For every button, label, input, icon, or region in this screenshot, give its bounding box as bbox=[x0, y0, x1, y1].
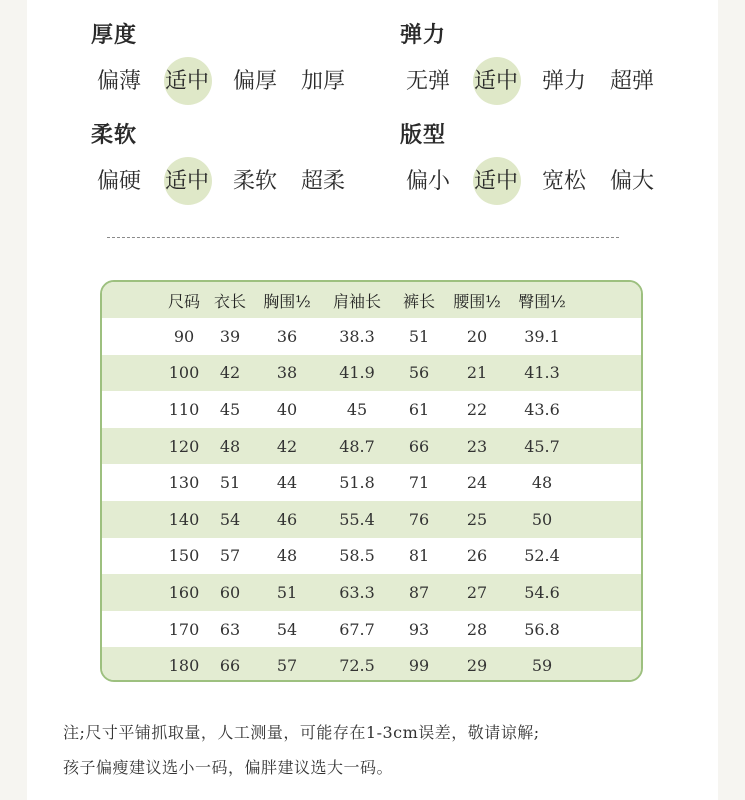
attribute-option bbox=[604, 62, 660, 102]
table-cell: 43.6 bbox=[524, 399, 560, 419]
table-cell: 100 bbox=[168, 363, 200, 383]
attribute-group bbox=[91, 20, 391, 102]
table-cell: 81 bbox=[408, 546, 430, 566]
attribute-option bbox=[295, 162, 351, 202]
column-header: 臀围½ bbox=[518, 291, 566, 311]
table-cell: 71 bbox=[408, 473, 430, 493]
option-label: 适中 bbox=[473, 69, 518, 94]
attribute-option-selected bbox=[159, 162, 215, 202]
option-label: 偏大 bbox=[609, 169, 654, 194]
table-cell: 58.5 bbox=[339, 546, 375, 566]
table-cell: 93 bbox=[408, 619, 430, 639]
table-cell: 48.7 bbox=[339, 436, 375, 456]
table-cell: 22 bbox=[466, 399, 488, 419]
table-cell: 41.9 bbox=[339, 363, 375, 383]
table-cell: 45 bbox=[219, 399, 241, 419]
table-cell: 76 bbox=[408, 509, 430, 529]
table-cell: 140 bbox=[168, 509, 200, 529]
attribute-option bbox=[536, 162, 592, 202]
column-header: 胸围½ bbox=[263, 291, 311, 311]
option-label: 超柔 bbox=[300, 169, 345, 194]
table-header bbox=[102, 282, 641, 318]
table-cell: 44 bbox=[276, 473, 298, 493]
table-cell: 170 bbox=[168, 619, 200, 639]
fabric-attributes bbox=[27, 0, 718, 230]
attribute-option bbox=[91, 162, 147, 202]
attribute-option bbox=[604, 162, 660, 202]
attribute-title: 弹力 bbox=[400, 22, 447, 48]
option-label: 偏硬 bbox=[96, 169, 141, 194]
table-row bbox=[102, 355, 641, 392]
table-cell: 67.7 bbox=[339, 619, 375, 639]
table-row bbox=[102, 574, 641, 611]
table-cell: 39.1 bbox=[524, 326, 560, 346]
table-cell: 120 bbox=[168, 436, 200, 456]
table-cell: 41.3 bbox=[524, 363, 560, 383]
table-cell: 51.8 bbox=[339, 473, 375, 493]
table-cell: 90 bbox=[173, 326, 195, 346]
attribute-option bbox=[400, 62, 456, 102]
table-cell: 48 bbox=[276, 546, 298, 566]
table-cell: 25 bbox=[466, 509, 488, 529]
column-header: 衣长 bbox=[213, 291, 246, 311]
attribute-group bbox=[400, 20, 700, 102]
attribute-option-selected bbox=[468, 162, 524, 202]
table-cell: 160 bbox=[168, 582, 200, 602]
table-cell: 50 bbox=[531, 509, 553, 529]
option-label: 弹力 bbox=[541, 69, 586, 94]
size-guide-page bbox=[27, 0, 718, 800]
option-label: 加厚 bbox=[300, 69, 345, 94]
table-cell: 45.7 bbox=[524, 436, 560, 456]
table-cell: 66 bbox=[219, 656, 241, 676]
size-table bbox=[100, 280, 643, 682]
table-cell: 27 bbox=[466, 582, 488, 602]
table-cell: 21 bbox=[466, 363, 488, 383]
table-cell: 38 bbox=[276, 363, 298, 383]
attribute-options bbox=[400, 62, 700, 102]
attribute-option bbox=[400, 162, 456, 202]
option-label: 适中 bbox=[473, 169, 518, 194]
attribute-options bbox=[91, 62, 391, 102]
table-cell: 45 bbox=[346, 399, 368, 419]
attribute-option bbox=[227, 162, 283, 202]
table-cell: 24 bbox=[466, 473, 488, 493]
table-cell: 63 bbox=[219, 619, 241, 639]
attribute-title: 版型 bbox=[400, 122, 447, 148]
table-cell: 51 bbox=[276, 582, 298, 602]
table-cell: 110 bbox=[168, 399, 200, 419]
table-row bbox=[102, 501, 641, 538]
table-cell: 29 bbox=[466, 656, 488, 676]
table-cell: 66 bbox=[408, 436, 430, 456]
option-label: 偏厚 bbox=[232, 69, 277, 94]
option-label: 无弹 bbox=[405, 69, 450, 94]
option-label: 适中 bbox=[164, 169, 209, 194]
attribute-option-selected bbox=[159, 62, 215, 102]
table-cell: 36 bbox=[276, 326, 298, 346]
table-cell: 26 bbox=[466, 546, 488, 566]
table-cell: 150 bbox=[168, 546, 200, 566]
note-fit-advice: 孩子偏瘦建议选小一码，偏胖建议选大一码。 bbox=[63, 758, 394, 777]
attribute-group bbox=[400, 120, 700, 202]
table-cell: 56.8 bbox=[524, 619, 560, 639]
table-row bbox=[102, 464, 641, 501]
attribute-options bbox=[400, 162, 700, 202]
table-cell: 48 bbox=[219, 436, 241, 456]
table-cell: 51 bbox=[219, 473, 241, 493]
option-label: 偏薄 bbox=[96, 69, 141, 94]
table-cell: 61 bbox=[408, 399, 430, 419]
table-cell: 54.6 bbox=[524, 582, 560, 602]
attribute-option bbox=[295, 62, 351, 102]
table-row bbox=[102, 318, 641, 355]
column-header: 肩袖长 bbox=[332, 291, 381, 311]
table-cell: 56 bbox=[408, 363, 430, 383]
table-cell: 54 bbox=[276, 619, 298, 639]
table-cell: 57 bbox=[219, 546, 241, 566]
table-cell: 52.4 bbox=[524, 546, 560, 566]
table-row bbox=[102, 391, 641, 428]
column-header: 尺码 bbox=[167, 291, 200, 311]
option-label: 宽松 bbox=[541, 169, 586, 194]
option-label: 柔软 bbox=[232, 169, 277, 194]
column-header: 腰围½ bbox=[453, 291, 501, 311]
table-cell: 39 bbox=[219, 326, 241, 346]
attribute-group bbox=[91, 120, 391, 202]
table-row bbox=[102, 611, 641, 648]
table-cell: 57 bbox=[276, 656, 298, 676]
section-divider bbox=[107, 237, 619, 238]
table-cell: 87 bbox=[408, 582, 430, 602]
table-cell: 40 bbox=[276, 399, 298, 419]
table-cell: 54 bbox=[219, 509, 241, 529]
table-cell: 180 bbox=[168, 656, 200, 676]
column-header: 裤长 bbox=[402, 291, 435, 311]
table-cell: 51 bbox=[408, 326, 430, 346]
table-cell: 46 bbox=[276, 509, 298, 529]
table-cell: 20 bbox=[466, 326, 488, 346]
table-cell: 63.3 bbox=[339, 582, 375, 602]
table-row bbox=[102, 428, 641, 465]
table-cell: 130 bbox=[168, 473, 200, 493]
option-label: 超弹 bbox=[609, 69, 654, 94]
attribute-title: 厚度 bbox=[91, 22, 138, 48]
table-cell: 60 bbox=[219, 582, 241, 602]
table-cell: 42 bbox=[276, 436, 298, 456]
table-cell: 42 bbox=[219, 363, 241, 383]
attribute-option bbox=[536, 62, 592, 102]
table-cell: 38.3 bbox=[339, 326, 375, 346]
attribute-options bbox=[91, 162, 391, 202]
table-cell: 59 bbox=[531, 656, 553, 676]
attribute-option bbox=[227, 62, 283, 102]
table-row bbox=[102, 538, 641, 575]
option-label: 适中 bbox=[164, 69, 209, 94]
table-row bbox=[102, 647, 641, 682]
option-label: 偏小 bbox=[405, 169, 450, 194]
attribute-option bbox=[91, 62, 147, 102]
table-cell: 23 bbox=[466, 436, 488, 456]
attribute-title: 柔软 bbox=[91, 122, 138, 148]
table-cell: 55.4 bbox=[339, 509, 375, 529]
attribute-option-selected bbox=[468, 62, 524, 102]
table-cell: 99 bbox=[408, 656, 430, 676]
note-measurement: 注;尺寸平铺抓取量，人工测量，可能存在1-3cm误差，敬请谅解; bbox=[63, 723, 540, 742]
table-cell: 28 bbox=[466, 619, 488, 639]
table-cell: 72.5 bbox=[339, 656, 375, 676]
table-cell: 48 bbox=[531, 473, 553, 493]
